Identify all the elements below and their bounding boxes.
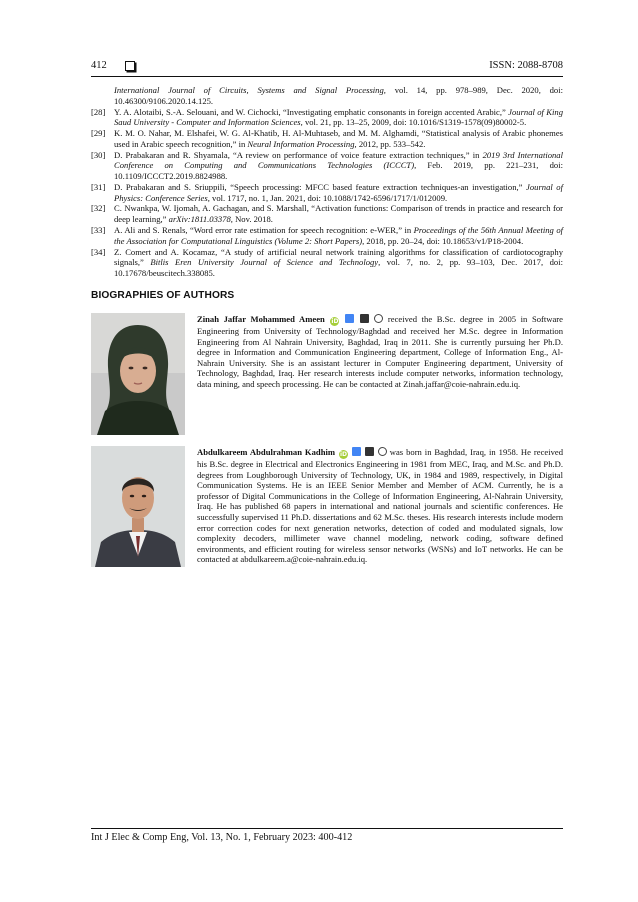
reference-venue: Proceedings of the 56th Annual Meeting of the Association for Computational Linguistics (Volume 2: Short Papers) [114, 225, 564, 246]
header-rule [91, 76, 563, 77]
reference-text: A. Ali and S. Renals, “Word error rate estimation for speech recognition: e-WER,” in [114, 225, 414, 236]
orcid-icon[interactable]: iD [331, 318, 339, 325]
scopus-icon[interactable] [365, 447, 374, 456]
reference-venue: 2019 3rd International Conference on Computing and Communications Technologies (ICCCT) [114, 149, 563, 171]
reference-venue: Neural Information Processing [247, 138, 355, 149]
author-name-1: Zinah Jaffar Mohammed Ameen [197, 314, 325, 324]
page-header [91, 60, 563, 76]
footer-rule [91, 828, 563, 829]
reference-number: [29] [91, 128, 106, 139]
reference-text: D. Prabakaran and S. Sriuppili, “Speech processing: MFCC based feature extraction techniques-an investigation,” [114, 181, 527, 192]
reference-text: K. M. O. Nahar, M. Elshafei, W. G. Al-Khatib, H. Al-Muhtaseb, and M. M. Alghamdi, “Statistical analysis of Arabic phonemes used in Arabic speech recognition,” in [114, 128, 563, 149]
author-bio-2 [197, 447, 563, 565]
reference-venue: Bitlis Eren University Journal of Science and Technology [150, 257, 379, 268]
reference-text: , vol. 1717, no. 1, Jan. 2021, doi: 10.1088/1742-6596/1717/1/012009. [207, 192, 448, 203]
page-number: 412 [91, 60, 107, 71]
reference-venue: arXiv:1811.03378 [168, 214, 231, 225]
reference-text: , vol. 21, pp. 13–25, 2009, doi: 10.1016/S1319-1578(09)80002-5. [300, 117, 527, 128]
reference-number: [33] [91, 225, 106, 236]
reference-item [91, 247, 563, 279]
reference-text: , 2018, pp. 20–24, doi: 10.18653/v1/P18-2004. [362, 235, 524, 246]
orcid-icon[interactable]: iD [339, 451, 347, 458]
reference-text: , vol. 14, pp. 978–989, Dec. 2020, doi: 10.46300/9106.2020.14.125. [114, 85, 564, 106]
publons-icon[interactable] [374, 314, 383, 323]
reference-item [91, 107, 563, 128]
reference-number: [31] [91, 181, 106, 192]
reference-item [91, 225, 563, 246]
reference-item [91, 128, 563, 149]
reference-text: , 2012, pp. 533–542. [354, 138, 426, 149]
author-bio-1 [197, 314, 563, 390]
google-scholar-icon[interactable] [352, 447, 361, 456]
author-bio-text-2: was born in Baghdad, Iraq, in 1958. He received his B.Sc. degree in Electrical and Electronics Engineering in 1981 from MEC, Iraq, and M.Sc. and Ph.D. degrees from Loughborough University of Technology, UK, in 1984 and 1989, respectively, in Digital Communication Systems. He is an IEEE Senior Member and Member of ACM. Currently, he is a professor of Digital Communications in the College of Information Engineering, Al-Nahrain University, Iraq. He has published 68 papers in international and national journals and scientific conferences. He successfully supervised 11 Ph.D. dissertations and 62 M.Sc. theses. His research interests include modern error correction codes for next generation networks, detection of coded and modulated signals, low complexity decoders, millimeter wave channel modeling, network coding, software defined environments, and efficient routing for wireless sensor networks (WSNs) and IoT networks. He can be contacted at abdulkareem.a@coie-nahrain.edu.iq. [197, 447, 563, 565]
checkbox-icon [125, 61, 135, 71]
reference-item [91, 203, 563, 224]
author-portrait-1 [91, 313, 185, 435]
reference-text: , Nov. 2018. [230, 214, 273, 225]
reference-number: [32] [91, 203, 106, 214]
reference-venue: International Journal of Circuits, Systems and Signal Processing [114, 85, 384, 95]
reference-number: [30] [91, 149, 106, 160]
reference-text: Z. Comert and A. Kocamaz, “A study of artificial neural network training algorithms for classification of cardiotocography signals,” [114, 246, 563, 268]
reference-venue: Journal of King Saud University - Computer and Information Sciences [114, 106, 563, 128]
reference-text: , Feb. 2019, pp. 221–231, doi: 10.1109/ICCCT2.2019.8824988. [114, 160, 563, 181]
biographies-heading: BIOGRAPHIES OF AUTHORS [91, 290, 235, 301]
author-name-2: Abdulkareem Abdulrahman Kadhim [197, 447, 336, 457]
reference-number: [34] [91, 246, 106, 257]
author-photo-2 [91, 446, 185, 567]
reference-text: C. Nwankpa, W. Ijomah, A. Gachagan, and S. Marshall, “Activation functions: Comparison of trends in practice and research for deep learning,” [114, 203, 563, 225]
scopus-icon[interactable] [360, 314, 369, 323]
reference-number: [28] [91, 106, 106, 117]
reference-item [91, 85, 563, 106]
reference-text: D. Prabakaran and R. Shyamala, “A review on performance of voice feature extraction techniques,” in [114, 149, 483, 160]
publons-icon[interactable] [378, 447, 387, 456]
author-bio-text-1: received the B.Sc. degree in 2005 in Software Engineering from University of Technology/Baghdad and received her M.Sc. degree in Information Engineering from Al Nahrain University, Baghdad, Iraq in 2011. She is currently pursuing her Ph.D. degree in Information and Communication Engineering department, College of Information Eng., Al-Nahrain University. She is an assistant lecturer in Computer Engineering department, University of Technology, Baghdad, Iraq. Her research interests include computer networks, information technology, data mining, and speech processing. He can be contacted at Zinah.jaffar@coie-nahrain.edu.iq. [197, 314, 563, 389]
reference-text: , vol. 7, no. 2, pp. 93–103, Dec. 2017, doi: 10.17678/beuscitech.338085. [114, 257, 563, 278]
author-photo-1 [91, 313, 185, 435]
reference-venue: Journal of Physics: Conference Series [114, 181, 563, 203]
google-scholar-icon[interactable] [345, 314, 354, 323]
issn-label: ISSN: 2088-8708 [489, 60, 563, 71]
reference-list [91, 85, 563, 279]
reference-item [91, 182, 563, 203]
author-portrait-2 [91, 446, 185, 567]
reference-item [91, 150, 563, 182]
page-footer: Int J Elec & Comp Eng, Vol. 13, No. 1, February 2023: 400-412 [91, 832, 353, 843]
reference-text: Y. A. Alotaibi, S.-A. Selouani, and W. Cichocki, “Investigating emphatic consonants in foreign accented Arabic,” [114, 106, 509, 117]
